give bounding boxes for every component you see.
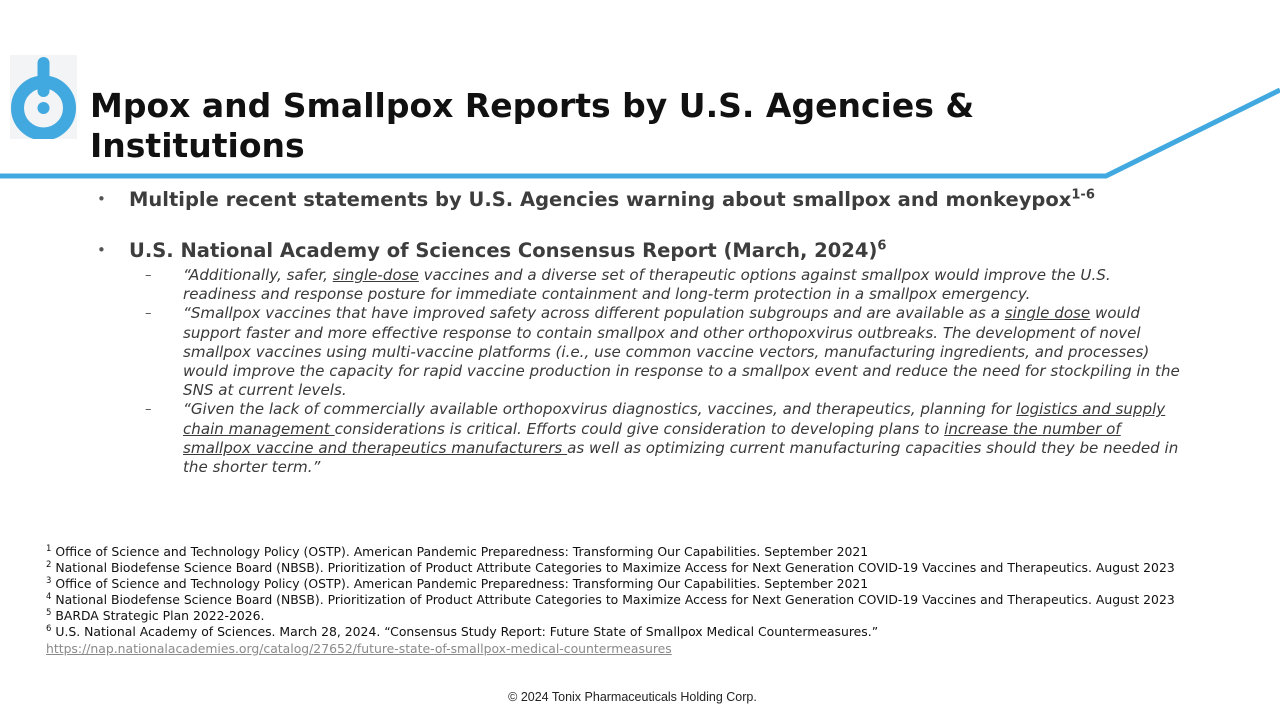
footnote: [46, 544, 1176, 560]
footnote-number: 4: [46, 592, 52, 603]
footnote-text: Office of Science and Technology Policy (OSTP). American Pandemic Preparedness: Transforming Our Capabilities. September 2021: [55, 544, 869, 559]
en-dash-icon: –: [145, 402, 152, 418]
main-content: [97, 187, 1180, 477]
footnote-number: 3: [46, 576, 52, 587]
quote-emphasis: logistics and supply chain management: [183, 400, 1166, 438]
bullet-text: U.S. National Academy of Sciences Consensus Report (March, 2024): [129, 239, 878, 262]
bullet-text: Multiple recent statements by U.S. Agencies warning about smallpox and monkeypox: [129, 188, 1072, 211]
footnote-number: 1: [46, 543, 52, 554]
quote-text: “Smallpox vaccines that have improved safety across different population subgroups and are available as a: [183, 304, 1005, 323]
quote-emphasis: increase the number of smallpox vaccine and therapeutics manufacturers: [183, 419, 1121, 457]
footnote-text: National Biodefense Science Board (NBSB). Prioritization of Product Attribute Categories to Maximize Access for Next Generation COVID-19 Vaccines and Therapeutics. August 2023: [55, 560, 1175, 576]
quote-text: vaccines and a diverse set of therapeutic options against smallpox would improve the U.S. readiness and response posture for immediate containment and long-term protection in a smallpox emergency.: [183, 266, 1111, 304]
company-logo: [10, 55, 77, 139]
power-button-logo-icon: [10, 55, 77, 139]
quote-text: “Given the lack of commercially available orthopoxvirus diagnostics, vaccines, and therapeutics, planning for: [183, 400, 1017, 419]
quote-item-3: [100, 400, 1180, 477]
footnote-text: Office of Science and Technology Policy (OSTP). American Pandemic Preparedness: Transforming Our Capabilities. September 2021: [55, 576, 869, 592]
footnotes: [46, 544, 1176, 657]
footnote: [46, 608, 1176, 624]
bullet-agency-statements: [97, 187, 1180, 212]
en-dash-icon: –: [145, 306, 152, 322]
citation-superscript: 6: [877, 238, 887, 254]
quote-text: would support faster and more effective response to contain smallpox and other orthopoxvirus outbreaks. The development of novel smallpox vaccines using multi-vaccine platforms (i.e., use common vaccine vectors, manufacturing ingredients, and processes) would improve the capacity for rapid vaccine production in response to a smallpox event and reduce the need for stockpiling in the SNS at current levels.: [183, 304, 1180, 400]
en-dash-icon: –: [145, 268, 152, 283]
footnote-link-row: [46, 641, 1176, 657]
footnote: [46, 560, 1176, 576]
footnote-number: 2: [46, 559, 52, 570]
citation-superscript: 1-6: [1071, 187, 1095, 203]
footnote: [46, 576, 1176, 592]
footnote-text: BARDA Strategic Plan 2022-2026.: [55, 608, 265, 624]
footnote-number: 5: [46, 608, 52, 619]
copyright-footer: © 2024 Tonix Pharmaceuticals Holding Corp.: [508, 690, 757, 704]
quote-text: considerations is critical. Efforts could give consideration to developing plans to: [334, 419, 945, 438]
footnote: [46, 624, 1176, 640]
footnote: [46, 592, 1176, 608]
bullet-dot-icon: •: [97, 241, 106, 259]
quote-emphasis: single-dose: [332, 266, 419, 284]
quote-emphasis: single dose: [1004, 304, 1091, 323]
footnote-text: National Biodefense Science Board (NBSB). Prioritization of Product Attribute Categories to Maximize Access for Next Generation COVID-19 Vaccines and Therapeutics. August 2023: [55, 592, 1175, 608]
source-link[interactable]: https://nap.nationalacademies.org/catalog/27652/future-state-of-smallpox-medical-countermeasures: [46, 640, 672, 656]
footnote-text: U.S. National Academy of Sciences. March 28, 2024. “Consensus Study Report: Future State of Smallpox Medical Countermeasures.”: [55, 624, 879, 640]
bullet-nas-report: [97, 238, 1180, 263]
bullet-dot-icon: •: [97, 190, 106, 208]
page-title: Mpox and Smallpox Reports by U.S. Agencies & Institutions: [90, 86, 975, 165]
quote-item-1: [100, 266, 1180, 304]
footnote-number: 6: [46, 624, 52, 635]
quote-item-2: [100, 304, 1180, 400]
quote-text: as well as optimizing current manufacturing capacities should they be needed in the shorter term.”: [183, 438, 1179, 477]
quote-text: “Additionally, safer,: [183, 266, 333, 284]
